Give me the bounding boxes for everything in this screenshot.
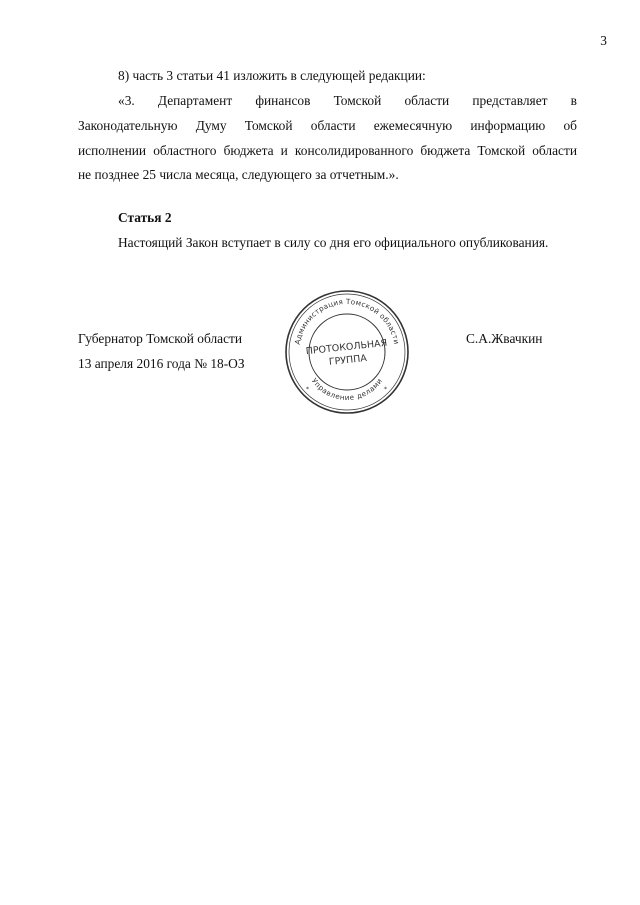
quote-line-4: не позднее 25 числа месяца, следующего за отчетным.». [78,167,399,182]
seal-star-right: * [384,386,387,393]
signature-name: С.А.Жвачкин [466,331,543,346]
signature-date-number: 13 апреля 2016 года № 18-ОЗ [78,356,245,371]
seal-outer-text: Администрация Томской области [292,296,402,346]
article-2-heading: Статья 2 [118,210,172,225]
seal-center-line-1: ПРОТОКОЛЬНАЯ [305,337,388,358]
official-seal-stamp [283,288,411,416]
seal-center-line-2: ГРУППА [328,352,368,368]
seal-graphic [283,288,411,416]
article-2-text: Настоящий Закон вступает в силу со дня его официального опубликования. [118,235,549,250]
quote-line-2: Законодательную Думу Томской области ежемесячную информацию об [78,118,577,133]
quote-line-1: «3. Департамент финансов Томской области представляет в [118,93,577,108]
seal-star-left: * [306,386,309,393]
seal-bottom-text: Управление делами [309,376,385,403]
amendment-intro: 8) часть 3 статьи 41 изложить в следующей редакции: [118,68,426,83]
page-number: 3 [600,33,607,48]
quote-line-3: исполнении областного бюджета и консолидированного бюджета Томской области [78,143,577,158]
signature-position: Губернатор Томской области [78,331,243,346]
